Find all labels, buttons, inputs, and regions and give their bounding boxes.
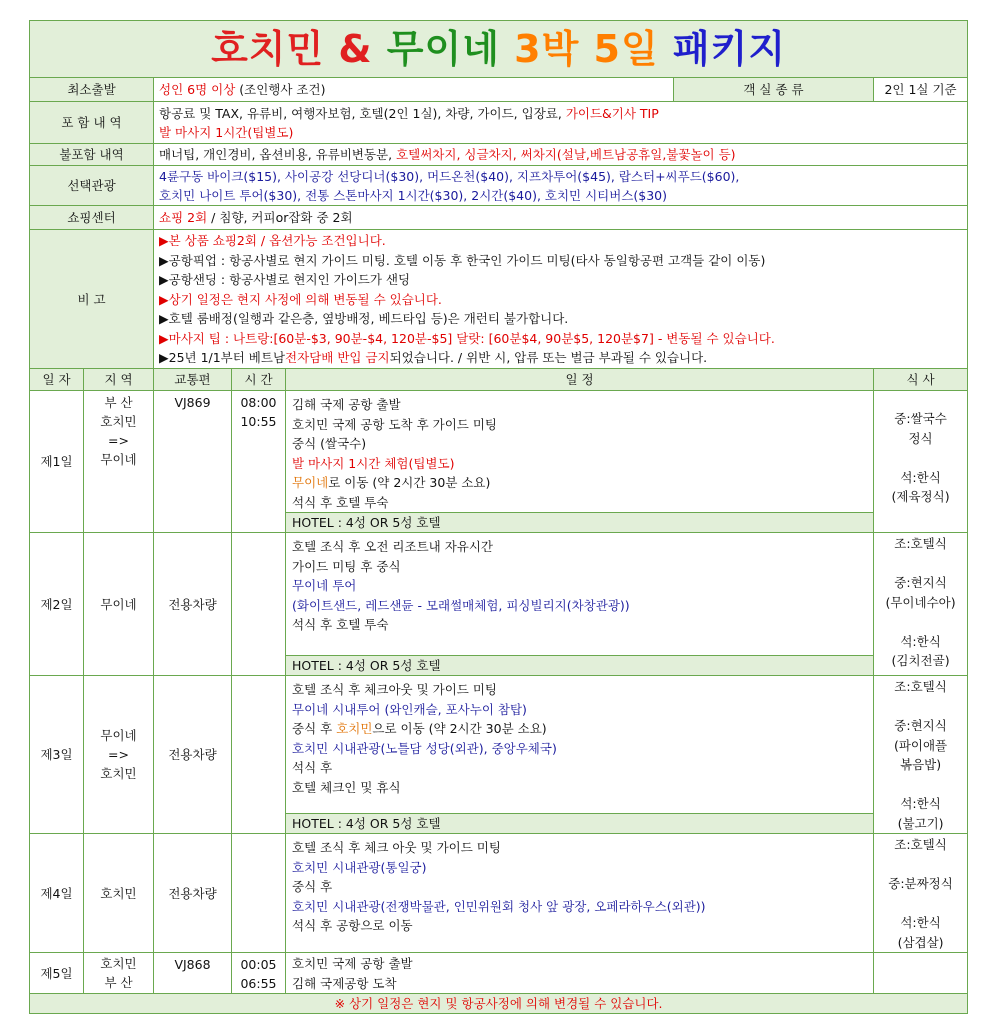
itinerary-table	[29, 20, 968, 1014]
time-value: 10:55	[240, 414, 277, 429]
remark-line	[159, 231, 962, 251]
region-line: 부 산	[104, 975, 133, 990]
meal-line: (불고기)	[897, 815, 944, 831]
schedule-lines	[286, 834, 873, 936]
schedule-line	[292, 473, 867, 493]
meal-line: 중:현지식	[894, 718, 947, 733]
shopping-value	[154, 206, 968, 230]
region-line: 호치민	[100, 766, 137, 781]
schedule-lines	[286, 676, 873, 797]
meal-line: 석:한식	[900, 915, 941, 930]
region-line: 무이네	[100, 596, 137, 612]
meal-line	[879, 855, 962, 875]
schedule-highlight: 호치민	[336, 721, 373, 736]
room-type-value: 2인 1실 기준	[874, 78, 968, 102]
day-time	[232, 391, 286, 533]
day-transport: 전용차량	[154, 533, 232, 676]
footer-notice: ※ 상기 일정은 현지 및 항공사정에 의해 변경될 수 있습니다.	[30, 994, 968, 1014]
day-row	[30, 953, 968, 994]
remarks-value	[154, 230, 968, 369]
day-transport: VJ868	[154, 953, 232, 994]
remark-pre: ▶공항픽업 : 항공사별로 현지 가이드 미팅. 호텔 이동 후 한국인 가이드 미팅(타사 동일항공편 고객들 같이 이동)	[159, 252, 766, 268]
day-region	[84, 533, 154, 676]
excluded-surcharges: 호텔써차지, 싱글차지, 써차지(설날,베트남공휴일,불꽃놀이 등)	[396, 147, 736, 162]
day-row	[30, 391, 968, 533]
schedule-lines	[286, 533, 873, 635]
meal-line: 중:쌀국수	[894, 411, 947, 426]
title-duration: 3박 5일	[514, 26, 659, 71]
remarks-label: 비 고	[30, 230, 154, 369]
header-itinerary: 일 정	[286, 369, 874, 391]
schedule-line	[292, 454, 867, 474]
schedule-text: 호치민 국제 공항 도착 후 가이드 미팅	[292, 416, 497, 432]
schedule-line	[292, 838, 867, 858]
meal-line: (삼겹살)	[897, 934, 944, 950]
included-line1: 항공료 및 TAX, 유류비, 여행자보험, 호텔(2인 1실), 차량, 가이드, 입장료,	[159, 105, 562, 121]
schedule-text: 호치민 시내관광(노틀담 성당(외관), 중앙우체국)	[292, 740, 557, 756]
meal-line	[879, 554, 962, 574]
schedule-line	[292, 916, 867, 936]
remark-red: 전자담배 반입 금지	[285, 350, 390, 365]
schedule-lines	[286, 953, 873, 993]
remark-red: ▶마사지 팁 : 나트랑:[60분-$3, 90분-$4, 120분-$5] 달랏: [60분$4, 90분$5, 120분$7] - 변동될 수 있습니다.	[159, 330, 775, 346]
day-schedule	[286, 953, 874, 994]
day-meals	[874, 676, 968, 834]
schedule-text: 중식 (쌀국수)	[292, 436, 367, 451]
schedule-text: 석식 후	[292, 760, 333, 775]
meal-line: (파이애플	[893, 737, 948, 753]
meal-line: 정식	[908, 430, 933, 446]
remark-line	[159, 251, 962, 271]
meal-line: 중:분짜정식	[888, 876, 953, 891]
meal-line	[879, 894, 962, 914]
meal-line: 조:호텔식	[894, 536, 947, 551]
page-title	[30, 21, 968, 78]
header-time: 시 간	[232, 369, 286, 391]
schedule-line	[292, 493, 867, 513]
schedule-line	[292, 395, 867, 415]
schedule-line	[292, 557, 867, 577]
day-schedule	[286, 391, 874, 533]
schedule-text: 중식 후	[292, 879, 333, 894]
day-time	[232, 533, 286, 676]
remark-line	[159, 270, 962, 290]
meal-line: (제육정식)	[891, 489, 950, 504]
day-row	[30, 533, 968, 676]
day-meals	[874, 391, 968, 533]
excluded-text: 매너팁, 개인경비, 옵션비용, 유류비변동분,	[159, 147, 393, 162]
schedule-text: 호텔 조식 후 체크 아웃 및 가이드 미팅	[292, 840, 501, 855]
remark-pre: ▶호텔 룸배정(일행과 같은층, 옆방배정, 베드타입 등)은 개런티 불가합니다.	[159, 311, 569, 326]
schedule-text: 석식 후 공항으로 이동	[292, 918, 413, 933]
included-value	[154, 102, 968, 144]
schedule-line	[292, 858, 867, 878]
room-type-label: 객 실 종 류	[674, 78, 874, 102]
meal-line: 중:현지식	[894, 575, 947, 590]
optional-label: 선택관광	[30, 166, 154, 206]
remark-line	[159, 290, 962, 310]
day-label: 제3일	[30, 676, 84, 834]
hotel-info: HOTEL : 4성 OR 5성 호텔	[286, 813, 873, 833]
region-line: =>	[108, 747, 129, 762]
schedule-text: 호치민 시내관광(전쟁박물관, 인민위원회 청사 앞 광장, 오페라하우스(외관))	[292, 898, 706, 914]
schedule-lines	[286, 391, 873, 512]
header-meal: 식 사	[874, 369, 968, 391]
remark-line	[159, 329, 962, 349]
time-value: 00:05	[240, 957, 277, 972]
schedule-line	[292, 700, 867, 720]
remark-line	[159, 348, 962, 368]
title-amp: &	[338, 26, 373, 71]
day-label: 제2일	[30, 533, 84, 676]
shopping-label: 쇼핑센터	[30, 206, 154, 230]
region-line: 호치민	[100, 414, 137, 429]
meal-line: (무이네수아)	[885, 594, 956, 610]
schedule-text: 호치민 국제 공항 출발	[292, 956, 413, 971]
schedule-text: 무이네 투어	[292, 578, 357, 593]
schedule-text: 무이네 시내투어 (와인캐슬, 포사누이 참탑)	[292, 701, 527, 717]
optional-line1: 4륜구동 바이크($15), 사이공강 선당디너($30), 머드온천($40), 지프차투어($45), 랍스터+씨푸드($60),	[159, 168, 740, 184]
region-line: 무이네	[100, 452, 137, 467]
region-line: 호치민	[100, 885, 137, 901]
schedule-line	[292, 719, 867, 739]
meal-line: 볶음밥)	[900, 757, 942, 772]
day-time	[232, 953, 286, 994]
shopping-items: / 침향, 커피or잡화 중 2회	[211, 210, 353, 225]
schedule-text: 석식 후 호텔 투숙	[292, 494, 389, 510]
remark-pre: ▶25년 1/1부터 베트남	[159, 350, 286, 365]
region-line: =>	[108, 433, 129, 448]
meal-line	[879, 697, 962, 717]
schedule-text: 김해 국제 공항 출발	[292, 397, 401, 412]
meal-line	[879, 775, 962, 795]
optional-line2: 호치민 나이트 투어($30), 전통 스톤마사지 1시간($30), 2시간($40), 호치민 시티버스($30)	[159, 187, 668, 203]
region-line: 무이네	[100, 728, 137, 743]
schedule-text: 발 마사지 1시간 체험(팁별도)	[292, 455, 455, 471]
header-day: 일 자	[30, 369, 84, 391]
schedule-text: 호치민 시내관광(통일궁)	[292, 859, 427, 875]
hotel-info: HOTEL : 4성 OR 5성 호텔	[286, 512, 873, 532]
day-label: 제1일	[30, 391, 84, 533]
day-label: 제5일	[30, 953, 84, 994]
schedule-line	[292, 954, 867, 974]
meal-line: 석:한식	[900, 633, 941, 649]
schedule-line	[292, 897, 867, 917]
included-guide-tip: 가이드&기사 TIP	[565, 105, 659, 121]
title-package: 패키지	[672, 26, 787, 71]
day-region	[84, 391, 154, 533]
day-row	[30, 676, 968, 834]
title-muine: 무이네	[386, 26, 500, 71]
schedule-text: 김해 국제공항 도착	[292, 975, 397, 991]
day-time	[232, 834, 286, 953]
excluded-label: 불포함 내역	[30, 144, 154, 166]
meal-line	[879, 612, 962, 632]
day-schedule	[286, 533, 874, 676]
schedule-line	[292, 877, 867, 897]
remark-pre: ▶공항샌딩 : 항공사별로 현지인 가이드가 샌딩	[159, 272, 411, 287]
hotel-info: HOTEL : 4성 OR 5성 호텔	[286, 655, 873, 675]
schedule-line	[292, 615, 867, 635]
day-row	[30, 834, 968, 953]
header-transport: 교통편	[154, 369, 232, 391]
meal-line: 석:한식	[900, 796, 941, 811]
schedule-line	[292, 576, 867, 596]
region-line: 부 산	[104, 395, 133, 410]
day-region	[84, 834, 154, 953]
remark-line	[159, 309, 962, 329]
schedule-text: 석식 후 호텔 투숙	[292, 617, 389, 632]
excluded-value	[154, 144, 968, 166]
schedule-text: 중식 후	[292, 721, 337, 736]
day-meals	[874, 834, 968, 953]
day-schedule	[286, 834, 874, 953]
meal-line	[879, 448, 962, 468]
day-schedule	[286, 676, 874, 834]
schedule-text: 호텔 조식 후 체크아웃 및 가이드 미팅	[292, 682, 497, 697]
title-hochiminh: 호치민	[211, 26, 325, 71]
header-region: 지 역	[84, 369, 154, 391]
day-transport: 전용차량	[154, 834, 232, 953]
meal-line: 석:한식	[900, 469, 941, 485]
schedule-line	[292, 974, 867, 994]
day-region	[84, 953, 154, 994]
day-region	[84, 676, 154, 834]
min-departure-count: 성인 6명 이상	[159, 82, 236, 97]
min-departure-label: 최소출발	[30, 78, 154, 102]
optional-value	[154, 166, 968, 206]
time-value: 08:00	[240, 395, 277, 410]
schedule-line	[292, 758, 867, 778]
day-time	[232, 676, 286, 834]
time-value: 06:55	[240, 976, 277, 991]
included-foot-massage: 발 마사지 1시간(팁별도)	[159, 124, 294, 140]
region-line: 호치민	[100, 956, 137, 971]
schedule-line	[292, 434, 867, 454]
remark-red: ▶본 상품 쇼핑2회 / 옵션가능 조건입니다.	[159, 233, 386, 248]
meal-line: 조:호텔식	[894, 837, 947, 852]
meal-line: 조:호텔식	[894, 679, 947, 694]
schedule-text: 호텔 체크인 및 휴식	[292, 779, 401, 795]
remark-red: ▶상기 일정은 현지 사정에 의해 변동될 수 있습니다.	[159, 291, 442, 307]
min-departure-value	[154, 78, 674, 102]
meal-line: (김치전골)	[891, 653, 950, 668]
min-departure-condition: (조인행사 조건)	[239, 82, 326, 97]
schedule-line	[292, 680, 867, 700]
schedule-line	[292, 739, 867, 759]
schedule-line	[292, 596, 867, 616]
day-meals	[874, 953, 968, 994]
day-meals	[874, 533, 968, 676]
schedule-tail: 로 이동 (약 2시간 30분 소요)	[328, 475, 491, 490]
schedule-line	[292, 415, 867, 435]
day-transport: VJ869	[154, 391, 232, 533]
remark-post: 되었습니다. / 위반 시, 압류 또는 벌금 부과될 수 있습니다.	[389, 350, 708, 365]
schedule-line	[292, 537, 867, 557]
schedule-text: 가이드 미팅 후 중식	[292, 558, 401, 574]
schedule-text: 무이네	[292, 475, 329, 490]
schedule-tail: 으로 이동 (약 2시간 30분 소요)	[372, 721, 547, 736]
schedule-text: (화이트샌드, 레드샌듄 - 모래썰매체험, 피싱빌리지(차창관광))	[292, 597, 630, 613]
day-transport: 전용차량	[154, 676, 232, 834]
shopping-count: 쇼핑 2회	[159, 210, 208, 225]
included-label: 포 함 내 역	[30, 102, 154, 144]
day-label: 제4일	[30, 834, 84, 953]
schedule-line	[292, 778, 867, 798]
schedule-text: 호텔 조식 후 오전 리조트내 자유시간	[292, 539, 493, 554]
